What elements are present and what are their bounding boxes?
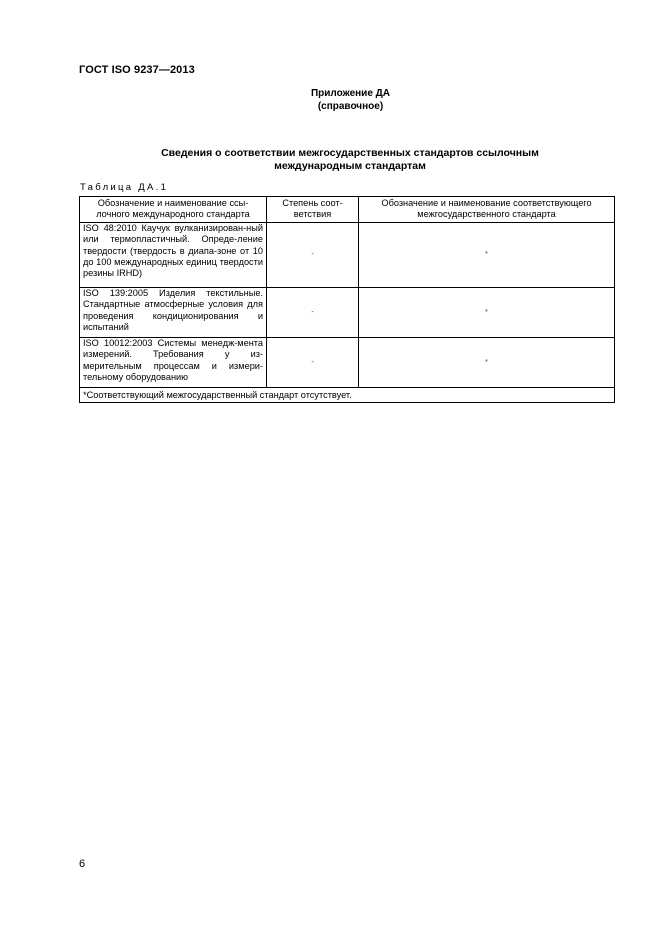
national-standard-cell: * — [359, 337, 615, 387]
table-row — [80, 287, 615, 337]
degree-cell: - — [267, 337, 359, 387]
annex-title: Приложение ДА — [310, 88, 391, 99]
degree-cell: - — [267, 222, 359, 287]
page-number: 6 — [79, 858, 86, 870]
table-header-row — [80, 197, 615, 223]
table-row — [80, 222, 615, 287]
degree-cell: - — [267, 287, 359, 337]
national-standard-cell: * — [359, 287, 615, 337]
reference-standard-cell: ISO 48:2010 Каучук вулканизирован-ный или термопластичный. Опреде-ление твердости (твердость в диапа-зоне от 10 до 100 международных единиц твердости резины IRHD) — [80, 222, 267, 287]
annex-note: (справочное) — [317, 100, 384, 112]
correspondence-table — [79, 196, 615, 403]
reference-standard-cell: ISO 10012:2003 Системы менедж-мента измерений. Требования у из-мерительным процессам и измери-тельному оборудованию — [80, 337, 267, 387]
national-standard-cell: * — [359, 222, 615, 287]
column-header-reference: Обозначение и наименование ссы-лочного международного стандарта — [80, 197, 267, 223]
table-footnote: *Соответствующий межгосударственный стандарт отсутствует. — [80, 387, 615, 402]
table-footnote-row — [80, 387, 615, 402]
standard-code: ГОСТ ISO 9237—2013 — [79, 64, 195, 76]
reference-standard-cell: ISO 139:2005 Изделия текстильные. Стандартные атмосферные условия для проведения кондиционирования и испытаний — [80, 287, 267, 337]
document-title: Сведения о соответствии межгосударственных стандартов ссылочным международным стандартам — [161, 147, 539, 172]
annex-heading — [0, 88, 661, 113]
table-row — [80, 337, 615, 387]
column-header-national: Обозначение и наименование соответствующего межгосударственного стандарта — [359, 197, 615, 223]
column-header-degree: Степень соот-ветствия — [267, 197, 359, 223]
table-caption: Таблица ДА.1 — [80, 182, 169, 193]
